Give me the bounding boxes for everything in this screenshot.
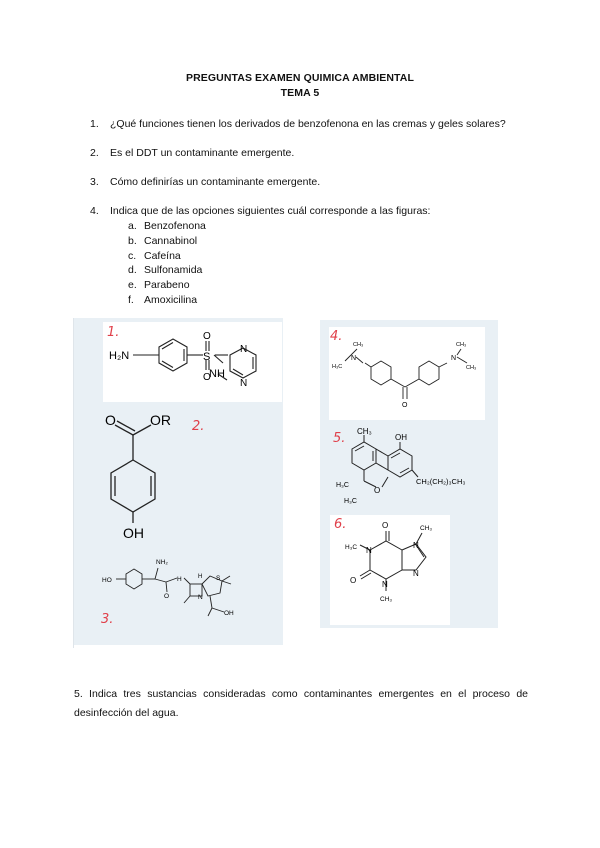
methyl-label: H₃C [344, 498, 357, 505]
question-number: 4. [90, 205, 99, 217]
nitrogen-label: N [413, 569, 419, 578]
figure-1-mark: 1. [107, 325, 120, 340]
option-text: Benzofenona [144, 220, 206, 232]
pentyl-chain-label: CH₂(CH₂)₃CH₃ [416, 477, 466, 486]
amoxicillin-structure [100, 548, 250, 623]
figure-6-card [330, 515, 450, 625]
paraben-structure [95, 405, 235, 545]
methyl-label: H₃C [336, 482, 349, 489]
option-text: Cafeína [144, 250, 181, 262]
figure-5-mark: 5. [333, 431, 346, 446]
option-letter: d. [128, 264, 137, 276]
option-letter: c. [128, 250, 137, 262]
benzene-ring [371, 361, 391, 385]
nitrogen-label: N [240, 344, 248, 355]
nitrogen-label: N [198, 594, 203, 601]
question-2 [90, 147, 294, 160]
benzene-ring [159, 339, 187, 371]
cannabinol-structure [330, 425, 485, 515]
option-text: Sulfonamida [144, 264, 203, 276]
exam-subtitle: TEMA 5 [280, 87, 320, 99]
methyl-label: CH₃ [466, 365, 477, 371]
exam-title: PREGUNTAS EXAMEN QUIMICA AMBIENTAL [186, 72, 414, 84]
benzene-ring [419, 361, 439, 385]
nitrogen-label: N [382, 580, 388, 589]
option-text: Cannabinol [144, 235, 198, 247]
methyl-label: CH₃ [380, 596, 393, 603]
hydroxyl-label: OH [123, 525, 144, 541]
question-text: Indica que de las opciones siguientes cuál corresponde a las figuras: [110, 205, 431, 217]
nitrogen-label: N [413, 541, 419, 550]
option-a [128, 220, 206, 232]
amino-label: NH₂ [156, 559, 168, 566]
option-e [128, 279, 190, 291]
sulfur-label: S [203, 351, 211, 363]
figure-4-mark: 4. [330, 329, 343, 344]
oxygen-label: O [164, 593, 170, 600]
panel-edge-line [73, 318, 74, 648]
sulfonamide-structure [103, 322, 282, 402]
option-letter: e. [128, 279, 137, 291]
oxygen-label: O [203, 372, 211, 383]
question-number: 2. [90, 147, 99, 159]
methyl-label: CH₃ [353, 342, 364, 348]
option-b [128, 235, 197, 247]
option-text: Parabeno [144, 279, 190, 291]
nitrogen-label: N [351, 355, 357, 362]
methyl-label: CH₃ [456, 342, 467, 348]
option-letter: b. [128, 235, 137, 247]
question-text: ¿Qué funciones tienen los derivados de benzofenona en las cremas y geles solares? [110, 118, 506, 130]
caffeine-structure [330, 515, 450, 625]
question-text: Es el DDT un contaminante emergente. [110, 147, 295, 159]
methyl-label: CH₃ [357, 427, 372, 436]
figure-2-mark: 2. [192, 419, 205, 434]
oxygen-label: O [350, 576, 357, 585]
amide-nh-label: H [177, 576, 182, 583]
ether-oxygen-label: O [374, 486, 381, 495]
option-d [128, 264, 202, 276]
sulfur-label: S [216, 575, 221, 582]
question-5: 5. Indica tres sustancias consideradas como contaminantes emergentes en el proceso de desinfección del agua. [74, 688, 528, 719]
nh-label: NH [209, 368, 225, 380]
figure-3-mark: 3. [101, 612, 114, 627]
methyl-label: CH₃ [420, 525, 433, 532]
nitrogen-label: N [240, 378, 248, 389]
hydrogen-label: H [198, 574, 203, 580]
question-number: 1. [90, 118, 99, 130]
benzophenone-structure [329, 327, 485, 420]
methyl-label: H₃C [345, 544, 358, 551]
hydroxyl-label: OH [395, 433, 407, 442]
benzene-ring [111, 460, 155, 512]
figure-1-card [103, 322, 282, 402]
phenol-ring [126, 569, 142, 589]
carbonyl-oxygen-label: O [402, 402, 408, 409]
oxygen-label: O [203, 331, 211, 342]
question-1 [90, 118, 506, 131]
methyl-label: H₃C [332, 364, 343, 370]
oxygen-label: O [382, 521, 389, 530]
amine-label: H₂N [109, 350, 130, 362]
acid-hydroxyl-label: OH [224, 610, 234, 617]
option-f [128, 294, 197, 306]
option-text: Amoxicilina [144, 294, 198, 306]
option-c [128, 250, 181, 262]
nitrogen-label: N [366, 546, 372, 555]
question-text: Cómo definirías un contaminante emergente. [110, 176, 321, 188]
question-3 [90, 176, 320, 189]
figure-6-mark: 6. [334, 517, 347, 532]
nitrogen-label: N [451, 355, 457, 362]
hydroxyl-label: HO [102, 577, 112, 584]
ester-label: OR [150, 412, 171, 428]
option-letter: f. [128, 294, 134, 306]
pyrimidine-ring [370, 541, 402, 579]
figure-4-card [329, 327, 485, 420]
option-letter: a. [128, 220, 137, 232]
question-4 [90, 205, 430, 218]
carbonyl-oxygen-label: O [105, 412, 116, 428]
question-number: 3. [90, 176, 99, 188]
